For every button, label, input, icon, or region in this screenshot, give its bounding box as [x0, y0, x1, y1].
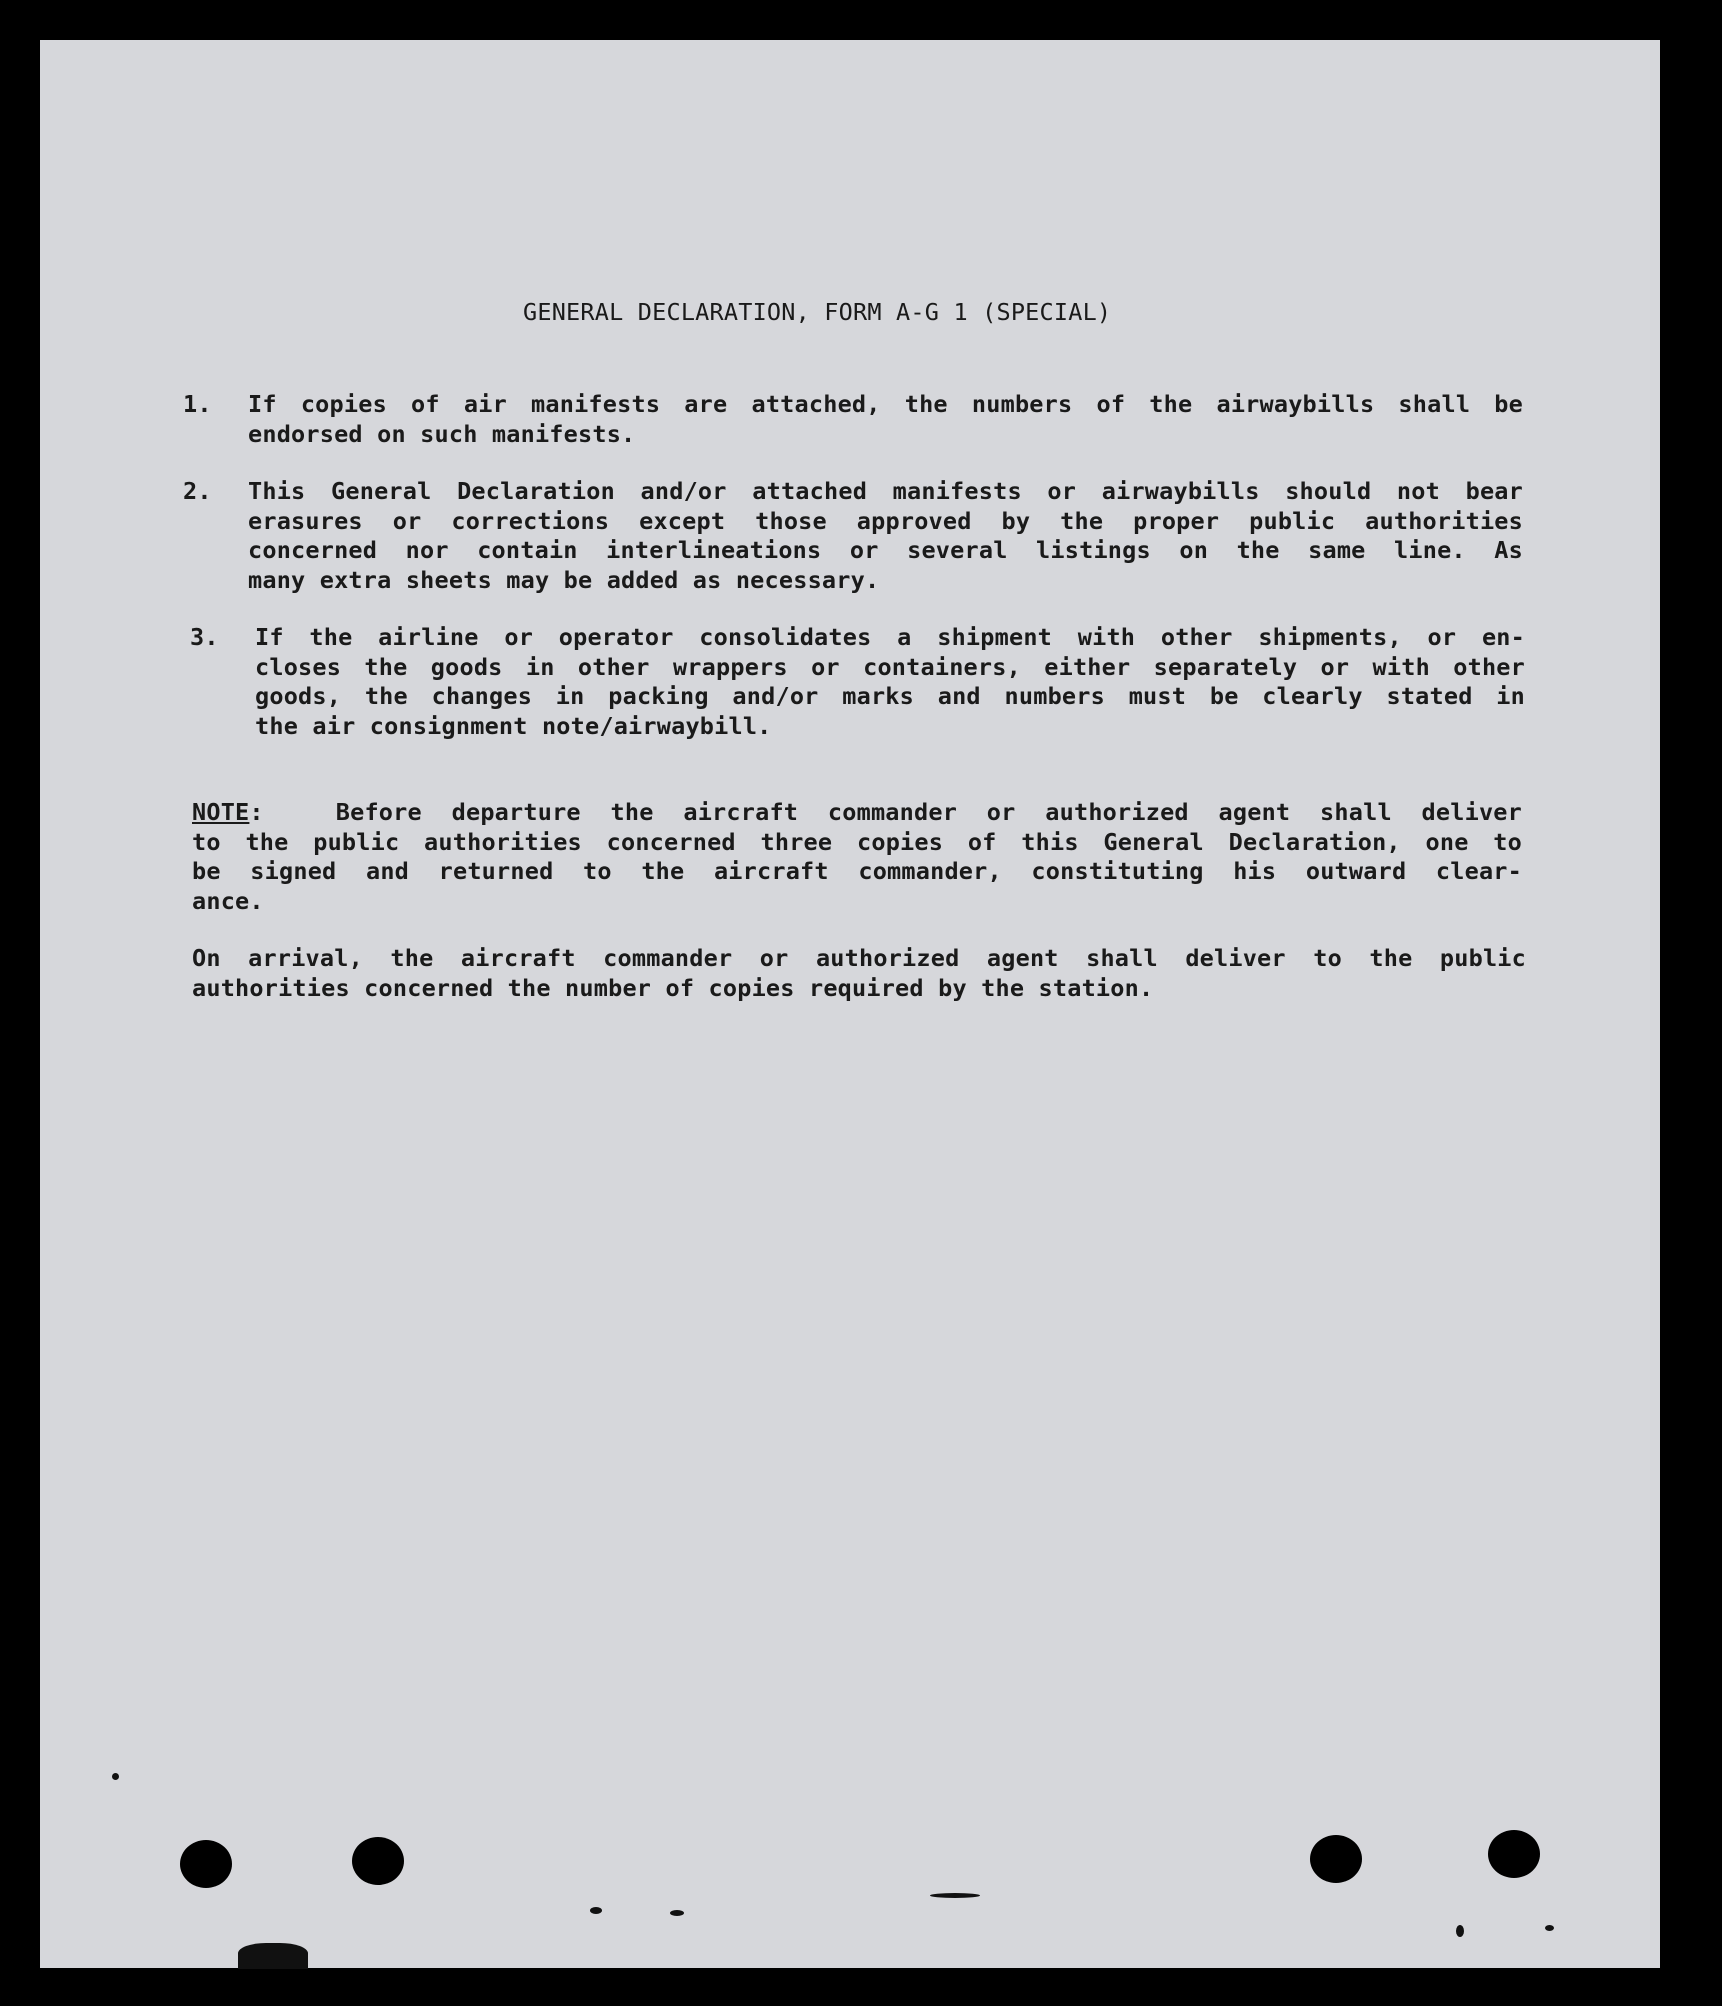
punch-hole	[1310, 1835, 1362, 1883]
item-line: closes the goods in other wrappers or containers, either separately or with other	[255, 652, 1525, 681]
item-line: concerned nor contain interlineations or several listings on the same line. As	[248, 536, 1523, 564]
item-line: goods, the changes in packing and/or marks and numbers must be clearly stated in	[255, 682, 1525, 710]
note-colon: :	[249, 798, 264, 826]
scan-speck	[1545, 1925, 1554, 1931]
paper-sheet	[40, 40, 1660, 1968]
punch-hole	[1488, 1830, 1540, 1878]
note-line	[192, 798, 1522, 828]
note-label: NOTE	[192, 798, 250, 826]
scan-speck	[670, 1910, 684, 1916]
item-text	[255, 623, 1525, 741]
item-line: If copies of air manifests are attached, the numbers of the airwaybills shall be	[248, 390, 1523, 418]
item-line: erasures or corrections except those approved by the proper public authorities	[248, 506, 1523, 535]
note-line: to the public authorities concerned three copies of this General Declaration, one to	[192, 827, 1522, 856]
note-line: be signed and returned to the aircraft commander, constituting his outward clear-	[192, 857, 1522, 885]
note-line: ance.	[192, 886, 264, 915]
item-line: endorsed on such manifests.	[248, 419, 636, 448]
item-line: If the airline or operator consolidates a shipment with other shipments, or en-	[255, 623, 1525, 651]
item-text	[248, 477, 1523, 595]
scan-speck	[112, 1773, 119, 1780]
scan-speck	[590, 1907, 602, 1914]
arrival-paragraph	[192, 944, 1526, 1003]
scan-speck	[930, 1893, 980, 1898]
scan-speck	[1456, 1925, 1464, 1937]
arrival-line: authorities concerned the number of copies required by the station.	[192, 973, 1154, 1002]
item-line: many extra sheets may be added as necessary.	[248, 565, 880, 594]
item-text	[248, 390, 1523, 449]
item-line: the air consignment note/airwaybill.	[255, 711, 772, 740]
document-title: GENERAL DECLARATION, FORM A-G 1 (SPECIAL)	[523, 298, 1112, 326]
item-number: 1.	[183, 390, 212, 418]
item-number: 2.	[183, 477, 212, 505]
item-line: This General Declaration and/or attached manifests or airwaybills should not bear	[248, 477, 1523, 505]
arrival-line: On arrival, the aircraft commander or authorized agent shall deliver to the public	[192, 944, 1526, 972]
item-number: 3.	[190, 623, 219, 651]
punch-hole	[352, 1837, 404, 1885]
punch-hole	[180, 1840, 232, 1888]
note-line-text: Before departure the aircraft commander or authorized agent shall deliver	[335, 798, 1522, 826]
scan-speck	[238, 1943, 308, 1969]
note-paragraph	[192, 798, 1522, 916]
